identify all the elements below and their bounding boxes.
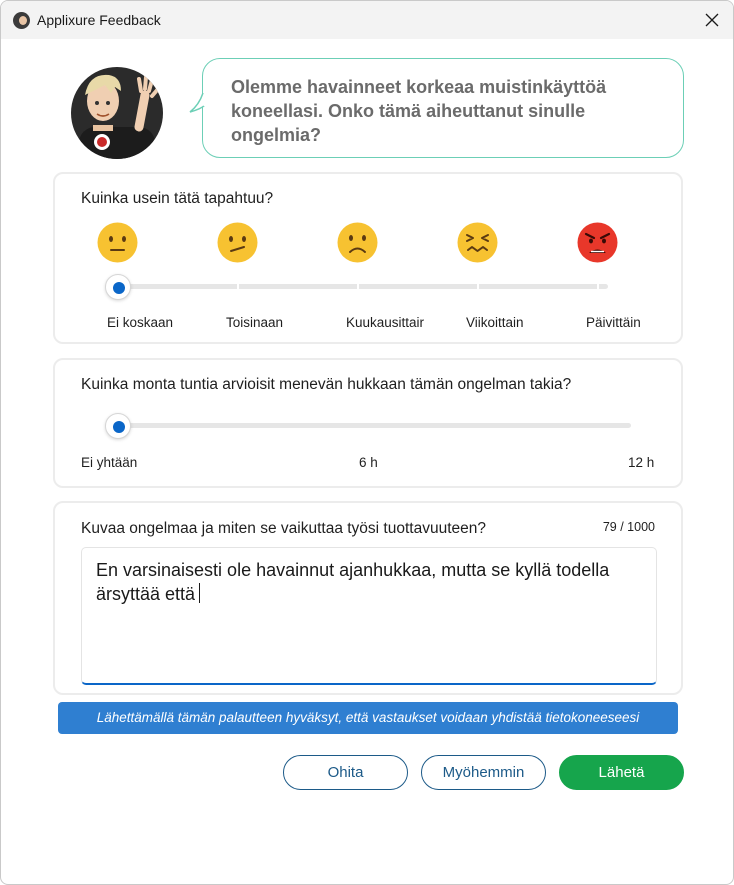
frequency-slider-track[interactable] — [118, 284, 608, 289]
description-textarea[interactable] — [81, 547, 657, 685]
skip-button[interactable] — [283, 755, 408, 790]
frequency-option-label[interactable]: Viikoittain — [466, 315, 524, 330]
frequency-question: Kuinka usein tätä tapahtuu? — [81, 190, 274, 207]
hours-card — [53, 358, 683, 488]
send-button-label: Lähetä — [598, 764, 645, 781]
hours-slider-thumb[interactable] — [105, 413, 131, 439]
description-question: Kuvaa ongelmaa ja miten se vaikuttaa työsi tuottavuuteen? — [81, 520, 486, 537]
hours-slider-track[interactable] — [118, 423, 631, 428]
confounded-face-icon[interactable] — [457, 222, 498, 263]
text-caret — [199, 583, 200, 603]
frequency-option-label[interactable]: Ei koskaan — [107, 315, 174, 330]
speech-bubble-tail — [189, 91, 207, 115]
frequency-card — [53, 172, 683, 344]
confused-face-icon[interactable] — [217, 222, 258, 263]
neutral-face-icon[interactable] — [97, 222, 138, 263]
frequency-option-label[interactable]: Päivittäin — [586, 315, 641, 330]
later-button-label: Myöhemmin — [442, 764, 525, 781]
prompt-message: Olemme havainneet korkeaa muistinkäyttöä koneellasi. Onko tämä aiheuttanut sinulle ongelmia? — [231, 77, 607, 145]
close-button[interactable] — [695, 5, 729, 35]
frequency-option-label[interactable]: Toisinaan — [226, 315, 284, 330]
description-text: En varsinaisesti ole havainnut ajanhukkaa, mutta se kyllä todella ärsyttää että — [96, 560, 610, 604]
hours-min-label: Ei yhtään — [81, 455, 138, 470]
frequency-option-label[interactable]: Kuukausittair — [346, 315, 425, 330]
skip-button-label: Ohita — [327, 764, 364, 781]
slider-segment-divider — [477, 284, 479, 289]
slider-segment-divider — [597, 284, 599, 289]
hours-mid-label: 6 h — [359, 455, 378, 470]
send-button[interactable] — [559, 755, 684, 790]
hours-max-label: 12 h — [628, 455, 655, 470]
app-logo-icon — [13, 12, 30, 29]
frequency-slider-thumb[interactable] — [105, 274, 131, 300]
description-card — [53, 501, 683, 695]
assistant-avatar — [69, 65, 165, 161]
slider-segment-divider — [357, 284, 359, 289]
hours-question: Kuinka monta tuntia arvioisit menevän hukkaan tämän ongelman takia? — [81, 376, 572, 393]
speech-bubble — [202, 58, 684, 158]
consent-notice: Lähettämällä tämän palautteen hyväksyt, että vastaukset voidaan yhdistää tietokoneeseesi — [58, 702, 678, 734]
window-title: Applixure Feedback — [37, 12, 161, 28]
slider-segment-divider — [237, 284, 239, 289]
later-button[interactable] — [421, 755, 546, 790]
angry-face-icon[interactable] — [577, 222, 618, 263]
character-counter: 79 / 1000 — [602, 520, 655, 534]
close-icon — [705, 13, 719, 27]
title-bar — [1, 1, 733, 39]
frowning-face-icon[interactable] — [337, 222, 378, 263]
